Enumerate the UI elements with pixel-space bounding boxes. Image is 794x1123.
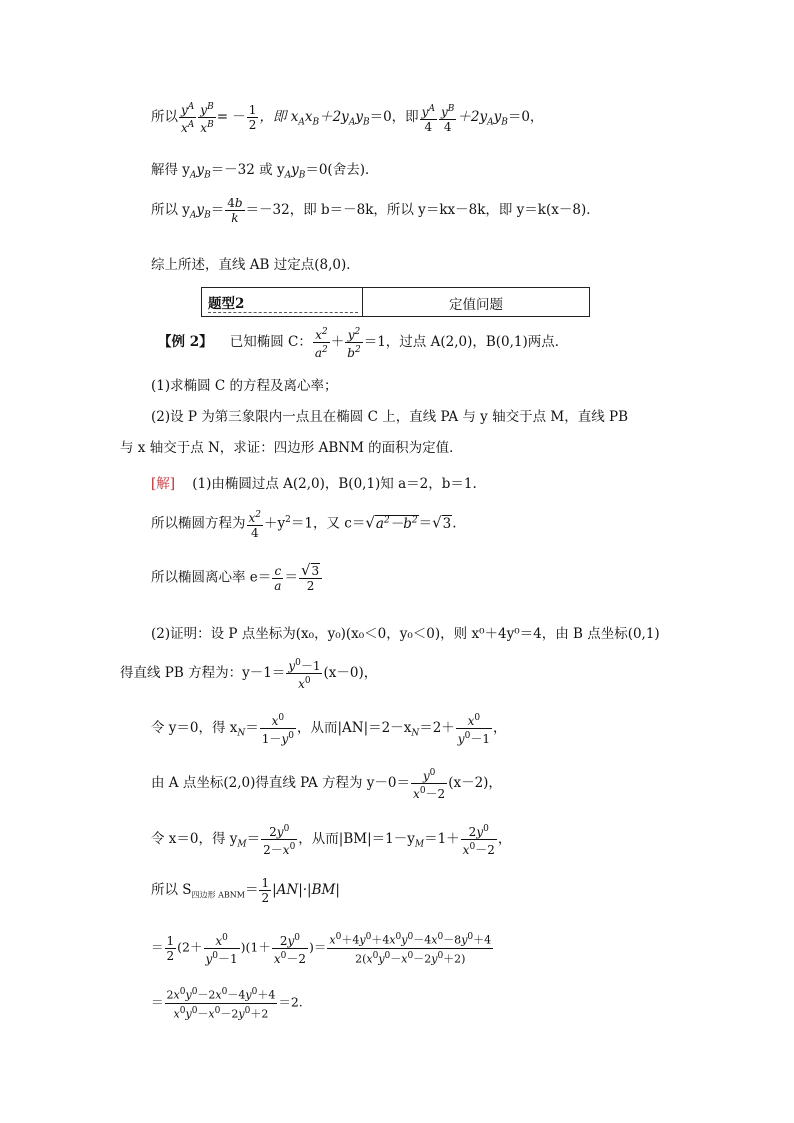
text: ，: [492, 720, 507, 736]
text: (2)证明：设 P 点坐标为(x₀，y₀)(x₀＜0，y₀＜0)，则 x⁰＋4y⁰＝4，由 B 点坐标(0,1): [151, 626, 660, 642]
fraction-yB-xB: $\frac{y^B}{x^B}$: [200, 102, 214, 135]
solution-line-1: [151, 472, 477, 492]
banner-tag: 题型2: [208, 292, 358, 313]
text: 所以: [151, 109, 178, 125]
text: ＝: [210, 202, 225, 218]
fraction-x0-y0-1: $\frac{x^0}{y^0-1}$: [457, 713, 490, 746]
text: ＝: [244, 882, 259, 898]
text: 由 A 点坐标(2,0)得直线 PA 方程为 y－0＝: [151, 775, 411, 791]
text: ＝: [245, 720, 259, 736]
fraction-2y0-x0-2: $\frac{2y^0}{x^0-2}$: [462, 824, 495, 857]
text: 与 x 轴交于点 N，求证：四边形 ABNM 的面积为定值．: [120, 440, 463, 456]
solution-line-4: [151, 622, 660, 642]
text: (x－0)，: [323, 665, 378, 681]
text: ，从而|AN|＝2－x: [296, 720, 412, 736]
fraction-half-2: $\frac{1}{2}$: [261, 876, 270, 905]
fraction-2y0-2-x0: $\frac{2y^0}{2-x^0}$: [263, 824, 296, 857]
fraction-y2-b2: $\frac{y^2}{b^2}$: [347, 327, 361, 360]
fraction-4b-k: $\frac{4b}{k}$: [227, 196, 243, 225]
text: ＝: [418, 515, 433, 532]
question-2-line-2: [120, 436, 463, 456]
text: = －: [216, 109, 246, 125]
text: 令 x＝0，得 y: [151, 831, 238, 847]
text: ＝: [151, 994, 164, 1010]
solution-line-7: [151, 766, 502, 801]
solution-line-5: [120, 656, 377, 691]
fraction-half-3: $\frac{1}{2}$: [166, 933, 175, 963]
text: )(1＋: [240, 939, 271, 955]
fraction-half: $\frac{1}{2}$: [248, 103, 257, 132]
text: ＋y: [264, 515, 286, 532]
solution-line-8: 令 x＝0，得 $y_M=$ $\frac{2y^0}{2-x^0}$ ，从而$|BM|=1-y_M=1+$ $\frac{2y^0}{x^0-2}$ ，: [151, 824, 512, 857]
text: 所以 y: [151, 202, 190, 218]
text: 所以椭圆离心率 e＝: [151, 569, 272, 586]
area-subscript: 四边形 ABNM: [191, 890, 245, 900]
solution-line-2: 所以椭圆方程为 $\frac{x^2}{4}$ $+y^2=1$，又 $c=√a^2-b^2=√3$.: [151, 510, 457, 540]
text: ＝0，: [507, 109, 544, 125]
text: ＝2.: [278, 994, 303, 1010]
fraction-x2-a2: $\frac{x^2}{a^2}$: [314, 327, 328, 360]
text: ，: [497, 831, 512, 847]
fraction-x0-y0-1-b: $\frac{x^0}{y^0-1}$: [205, 932, 238, 966]
text-line-1: 所以 $\frac{y^A}{x^A}$ $\frac{y^B}{x^B}$ = － $\frac{1}{2}$ ，即 $x_Ax_B+2y_Ay_B=0$，即 $\frac{y^A}{4}$ $\frac{y^B}{4}$ $+2y_Ay_B=0$，: [151, 102, 544, 135]
solution-line-11: [151, 985, 303, 1021]
text: ＝－32，即 b＝－8k，所以 y＝kx－8k，即 y＝k(x－8)．: [245, 202, 600, 218]
text: |AN|·|BM|: [272, 882, 340, 898]
fraction-y0-1-x0: $\frac{y^0-1}{x^0}$: [288, 658, 321, 691]
fraction-y0-x0-2: $\frac{y^0}{x^0-2}$: [413, 768, 446, 801]
text: ＝: [284, 569, 298, 586]
question-1: [151, 374, 338, 394]
text: 得直线 PB 方程为：y－1＝: [120, 665, 286, 681]
solution-line-3: [151, 563, 323, 593]
fraction-2y0-x0-2-b: $\frac{2y^0}{x^0-2}$: [273, 932, 307, 966]
text: ＝1，过点 A(2,0)，B(0,1)两点．: [363, 334, 569, 350]
text: ＝0(舍去)．: [305, 162, 379, 178]
text-line-2: 解得 $y_Ay_B=-32$ 或 $y_Ay_B=0$(舍去)．: [151, 162, 379, 181]
fraction-x0-1-y0: $\frac{x^0}{1-y^0}$: [261, 713, 294, 746]
banner-title: 定值问题: [449, 297, 503, 313]
text: y: [196, 202, 205, 218]
fraction-x2-4: $\frac{x^2}{4}$: [248, 510, 262, 540]
question-type-banner: [201, 287, 590, 317]
text: 综上所述，直线 AB 过定点(8,0)．: [151, 257, 360, 273]
text: y: [196, 162, 205, 178]
fraction-sqrt3-2: $\frac{√3}{2}$: [299, 563, 322, 593]
text: ＝0，即: [369, 109, 419, 125]
fraction-long-1: $\frac{x^0+4y^0+4x^0y^0-4x^0-8y^0+4}{2(x^0y^0-x^0-2y^0+2)}$: [329, 932, 492, 966]
text: ＝2＋: [419, 720, 455, 736]
text: ＝1＋: [424, 831, 460, 847]
text: 令 y＝0，得 x: [151, 720, 238, 736]
text: (1)由椭圆过点 A(2,0)，B(0,1)知 a＝2，b＝1.: [192, 476, 477, 492]
text: y: [355, 109, 363, 125]
text: (x－2)，: [448, 775, 502, 791]
text: ＋2y: [457, 109, 488, 125]
text: ，从而|BM|＝1－y: [298, 831, 415, 847]
text: 所以椭圆方程为: [151, 515, 246, 532]
text: x: [304, 109, 313, 125]
text: ＝－32 或 y: [210, 162, 285, 178]
text: y: [493, 109, 502, 125]
fraction-yA-4: $\frac{y^A}{4}$: [421, 103, 435, 134]
text: 解得 y: [151, 162, 190, 178]
fraction-yA-xA: $\frac{y^A}{x^A}$: [181, 102, 195, 135]
solution-line-6: 令 y＝0，得 $x_N=$ $\frac{x^0}{1-y^0}$ ，从而$|AN|=2-x_N=2+$ $\frac{x^0}{y^0-1}$ ，: [151, 713, 507, 746]
text: (2＋: [177, 939, 203, 955]
solution-line-10: [151, 930, 494, 966]
text: (2)设 P 为第三象限内一点且在椭圆 C 上，直线 PA 与 y 轴交于点 M，直线 PB: [151, 409, 628, 425]
text: 已知椭圆 C：: [229, 334, 312, 350]
example-heading: 【例 2】 已知椭圆 C： $\frac{x^2}{a^2}$ ＋ $\frac{y^2}{b^2}$ ＝1，过点 A(2,0)，B(0,1)两点．: [158, 327, 569, 360]
text: ＝: [151, 939, 164, 955]
fraction-long-2: $\frac{2x^0y^0-2x^0-4y^0+4}{x^0y^0-x^0-2y^0+2}$: [166, 987, 276, 1021]
text-line-4: [151, 253, 360, 273]
text: )＝: [309, 939, 327, 955]
text: ＋2y: [319, 109, 349, 125]
fraction-c-a: $\frac{c}{a}$: [274, 563, 282, 593]
text: ＝: [246, 831, 261, 847]
question-2-line-1: [151, 405, 628, 425]
text: ＝1，又 c＝: [290, 515, 366, 532]
text: (1)求椭圆 C 的方程及离心率；: [151, 378, 338, 394]
text: ，即 x: [259, 109, 299, 125]
solution-line-9: [151, 876, 340, 905]
text: y: [291, 162, 299, 178]
solution-tag: [解]: [151, 476, 176, 492]
fraction-yB-4: $\frac{y^B}{4}$: [440, 103, 455, 134]
example-label: 【例 2】: [158, 334, 213, 350]
text: 所以 S: [151, 882, 192, 898]
text-line-3: 所以 $y_Ay_B=$ $\frac{4b}{k}$ ＝－32，即 b＝－8k，所以 y＝kx－8k，即 y＝k(x－8)．: [151, 196, 600, 225]
